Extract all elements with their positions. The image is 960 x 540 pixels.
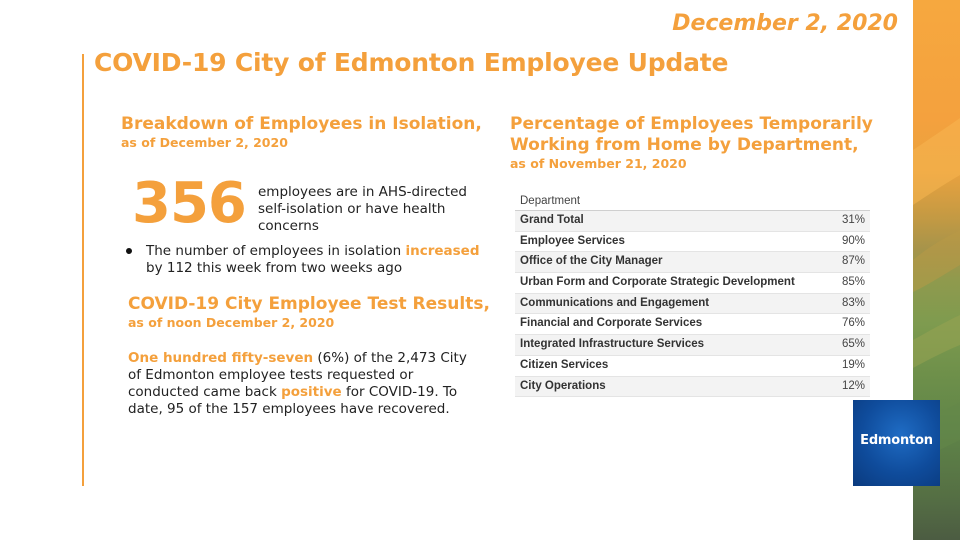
department-name: Urban Form and Corporate Strategic Development <box>520 276 795 289</box>
table-column-header: Department <box>515 193 870 211</box>
department-percent: 12% <box>841 379 865 392</box>
table-row <box>515 252 870 273</box>
test-results-subheading: as of noon December 2, 2020 <box>128 315 335 330</box>
department-name: Office of the City Manager <box>520 255 663 268</box>
department-percent: 65% <box>841 338 865 351</box>
accent-divider <box>82 54 84 486</box>
wfh-heading-line1: Percentage of Employees Temporarily <box>510 114 873 134</box>
department-name: Integrated Infrastructure Services <box>520 338 705 351</box>
table-row <box>515 377 870 398</box>
logo-text: Edmonton <box>860 433 933 448</box>
page-title: COVID-19 City of Edmonton Employee Update <box>94 48 729 77</box>
test-results-heading-block <box>128 294 490 331</box>
table-row <box>515 273 870 294</box>
table-row <box>515 232 870 253</box>
table-row <box>515 314 870 335</box>
test-highlight-count: One hundred fifty-seven <box>128 350 314 366</box>
department-percent: 76% <box>841 317 865 330</box>
bullet-text-pre: The number of employees in isolation <box>146 243 406 259</box>
table-row <box>515 356 870 377</box>
bullet-text-post: by 112 this week from two weeks ago <box>146 260 403 276</box>
test-results-heading: COVID-19 City Employee Test Results, <box>128 294 490 314</box>
test-highlight-positive: positive <box>281 384 342 400</box>
department-name: Communications and Engagement <box>520 296 710 309</box>
department-name: Citizen Services <box>520 358 609 371</box>
department-name: Grand Total <box>520 214 584 226</box>
table-row <box>515 211 870 232</box>
table-row <box>515 294 870 315</box>
table-row <box>515 335 870 356</box>
table-body <box>515 211 870 397</box>
department-percent: 19% <box>841 358 865 371</box>
department-name: Financial and Corporate Services <box>520 317 703 330</box>
department-percent: 87% <box>841 255 865 268</box>
department-percent: 85% <box>841 276 865 289</box>
wfh-table <box>515 193 870 397</box>
isolation-heading: Breakdown of Employees in Isolation, <box>121 114 482 134</box>
bullet-highlight: increased <box>405 243 480 259</box>
department-name: Employee Services <box>520 234 625 247</box>
isolation-count: 356 <box>132 171 246 236</box>
isolation-count-description: employees are in AHS-directed self-isolation or have health concerns <box>258 184 467 234</box>
isolation-subheading: as of December 2, 2020 <box>121 135 288 150</box>
test-text-1: (6%) of the 2,473 City of Edmonton employee tests requested or conducted came back <box>128 350 467 400</box>
isolation-bullet-text <box>146 243 491 277</box>
bullet-icon <box>126 248 132 254</box>
department-percent: 90% <box>841 234 865 247</box>
wfh-heading-line2: Working from Home by Department, <box>510 135 859 155</box>
wfh-heading-block <box>510 114 873 172</box>
department-percent: 83% <box>841 296 865 309</box>
department-percent: 31% <box>841 214 865 226</box>
wfh-subheading: as of November 21, 2020 <box>510 156 687 171</box>
slide-date: December 2, 2020 <box>672 11 898 36</box>
isolation-heading-block <box>121 114 482 151</box>
department-name: City Operations <box>520 379 606 392</box>
test-text-2: for COVID-19. To date, 95 of the 157 employees have recovered. <box>128 384 458 417</box>
test-results-text <box>128 350 478 418</box>
edmonton-logo <box>853 400 940 486</box>
